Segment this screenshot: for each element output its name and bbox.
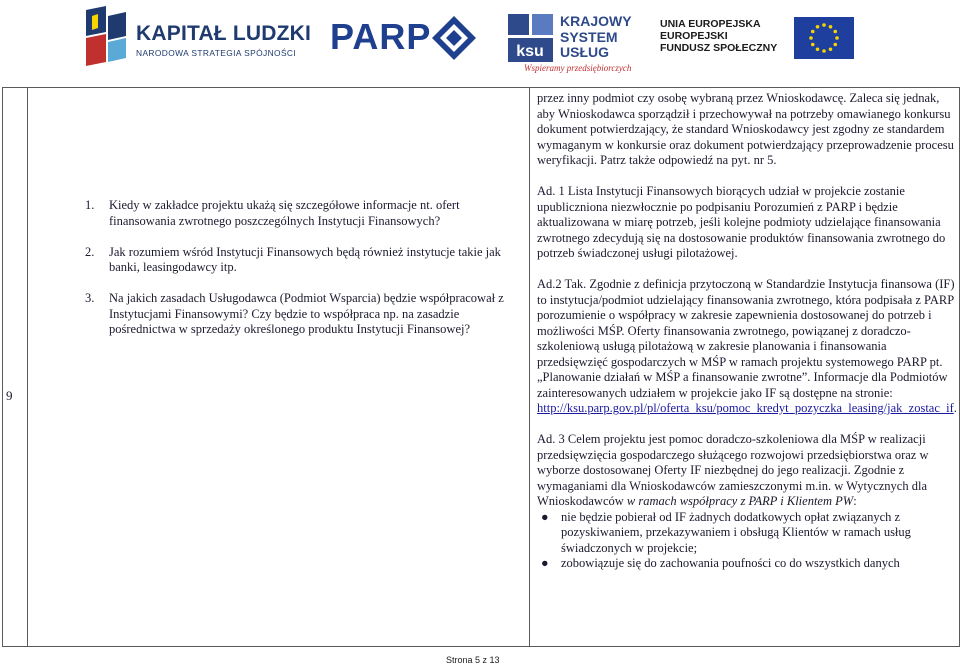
question-item: [85, 291, 505, 338]
kapital-ludzki-logo-icon: [84, 6, 128, 66]
question-number: 2.: [85, 244, 95, 259]
eu-star: [811, 43, 815, 47]
ksu-slogan: Wspieramy przedsiębiorczych: [524, 63, 632, 73]
answer-2: [537, 277, 957, 417]
column-divider: [27, 88, 28, 646]
eu-star: [816, 47, 820, 51]
kapital-ludzki-title: KAPITAŁ LUDZKI: [136, 22, 312, 45]
question-item: [85, 245, 505, 276]
ksu-line-2: SYSTEM: [560, 28, 618, 45]
bullet-text: nie będzie pobierał od IF żadnych dodatkowych opłat związanych z pozyskiwaniem, przekazywaniem i obsługą Klientów w ramach usług świadczonych w projekcie;: [561, 509, 911, 555]
question-text: Jak rozumiem wśród Instytucji Finansowych będą również instytucje takie jak banki, leasingodawcy itp.: [109, 244, 501, 274]
bullet-icon: ●: [541, 509, 549, 524]
bullet-item: [541, 556, 957, 572]
question-text: Kiedy w zakładce projektu ukażą się szczegółowe informacje nt. ofert finansowania zwrotnego poszczególnych Instytucji Finansowych?: [109, 198, 460, 228]
bullet-item: [541, 509, 957, 557]
answer-3-colon: :: [853, 494, 857, 508]
parp-logo-icon: [432, 16, 476, 60]
faq-table: [2, 87, 960, 647]
eu-star: [809, 36, 813, 40]
svg-text:ksu: ksu: [516, 43, 544, 60]
answer-3-italic: w ramach współpracy z PARP i Klientem PW: [626, 494, 854, 508]
answer-continuation: przez inny podmiot czy osobę wybraną przez Wnioskodawcę. Zaleca się jednak, aby Wnioskodawca sporządził i przechowywał na potrzeby omawianego konkursu dokument potwierdzający, że standard Wnioskodawcy jest zgodny ze standardem wymaganym w konkursie oraz dokument potwierdzający przeprowadzenie procesu weryfikacji. Patrz także odpowiedź na pyt. nr 5.: [537, 91, 954, 167]
kapital-ludzki-subtitle: NARODOWA STRATEGIA SPÓJNOŚCI: [136, 48, 297, 58]
parp-logo: [330, 14, 490, 64]
page-footer: Strona 5 z 13: [446, 655, 500, 665]
eu-line-3: FUNDUSZ SPOŁECZNY: [660, 42, 778, 54]
ksu-logo: [508, 14, 648, 76]
eu-line-1: UNIA EUROPEJSKA: [660, 18, 761, 30]
answer-3-bullets: [537, 510, 957, 572]
eu-star: [833, 30, 837, 34]
eu-star: [822, 49, 826, 53]
row-number: 9: [6, 388, 13, 403]
questions-list: [85, 198, 505, 353]
eu-logo-text: [660, 18, 790, 58]
question-text: Na jakich zasadach Usługodawca (Podmiot Wsparcia) będzie współpracował z Instytucjami Finansowymi? Czy będzie to współpraca np. na zasadzie pośrednictwa w sprzedaży określonego produktu Instytucji Finansowej?: [109, 291, 504, 336]
question-number: 1.: [85, 198, 95, 212]
answer-2-text: Ad.2 Tak. Zgodnie z definicja przytoczoną w Standardzie Instytucja finansowa (IF) to instytucja/podmiot udzielający finansowania zwrotnego, która podpisała z PARP porozumienie o współpracy w zakresie zapewnienia dostosowanej do potrzeb i możliwości MŚP. Oferty finansowania zwrotnego, powiązanej z doradczo-szkoleniową usługą pilotażową w zakresie planowania i finansowania przedsięwzięć gospodarczych w MŚP w ramach projektu systemowego PARP pt. „Planowanie działań w MŚP a finansowanie zwrotne”. Informacje dla Podmiotów zainteresowanych udziałem w projekcie jako IF są dostępne na stronie:: [537, 277, 955, 400]
eu-line-2: EUROPEJSKI: [660, 30, 728, 42]
eu-star: [822, 23, 826, 27]
eu-star: [833, 43, 837, 47]
eu-star: [835, 36, 839, 40]
bullet-text: zobowiązuje się do zachowania poufności co do wszystkich danych: [561, 556, 900, 570]
answers-column: [537, 91, 957, 572]
question-number: 3.: [85, 291, 95, 305]
ksu-line-1: KRAJOWY: [560, 13, 632, 29]
eu-star: [811, 30, 815, 34]
bullet-icon: ●: [541, 556, 549, 570]
kapital-ludzki-logo: [84, 6, 312, 68]
answer-2-period: .: [953, 401, 957, 415]
answer-1: Ad. 1 Lista Instytucji Finansowych biorących udział w projekcie zostanie upubliczniona niezwłocznie po podpisaniu Porozumień z PARP i będzie aktualizowana w miarę potrzeb, jeśli kolejne podmioty udzielające finansowania zwrotnego zdecydują się na dostosowanie produktów finansowania zwrotnego do potrzeb świadczonej usługi pilotażowej.: [537, 184, 946, 260]
column-divider: [529, 88, 530, 646]
parp-logo-text: PARP: [330, 16, 432, 57]
ksu-line-3: USŁUG: [560, 44, 609, 60]
answer-3-text: Ad. 3 Celem projektu jest pomoc doradczo-szkoleniowa dla MŚP w realizacji przedsięwzięcia gospodarczego służącego rozwojowi przedsiębiorstwa oraz w wyborze dostosowanej Oferty IF niezbędnej do jego realizacji. Zgodnie z wymaganiami dla Wnioskodawców zamieszczonymi m.in. w Wytycznych dla Wnioskodawców: [537, 432, 929, 508]
if-info-link[interactable]: http://ksu.parp.gov.pl/pl/oferta_ksu/pomoc_kredyt_pozyczka_leasing/jak_zostac_if: [537, 401, 954, 415]
eu-star: [816, 25, 820, 29]
ksu-logo-text: [560, 14, 632, 61]
eu-star: [829, 25, 833, 29]
eu-flag-icon: [794, 17, 854, 59]
page-header: [0, 0, 960, 84]
eu-star: [829, 47, 833, 51]
answer-3: [537, 432, 957, 510]
ksu-logo-icon: [508, 14, 554, 62]
question-item: [85, 198, 505, 229]
